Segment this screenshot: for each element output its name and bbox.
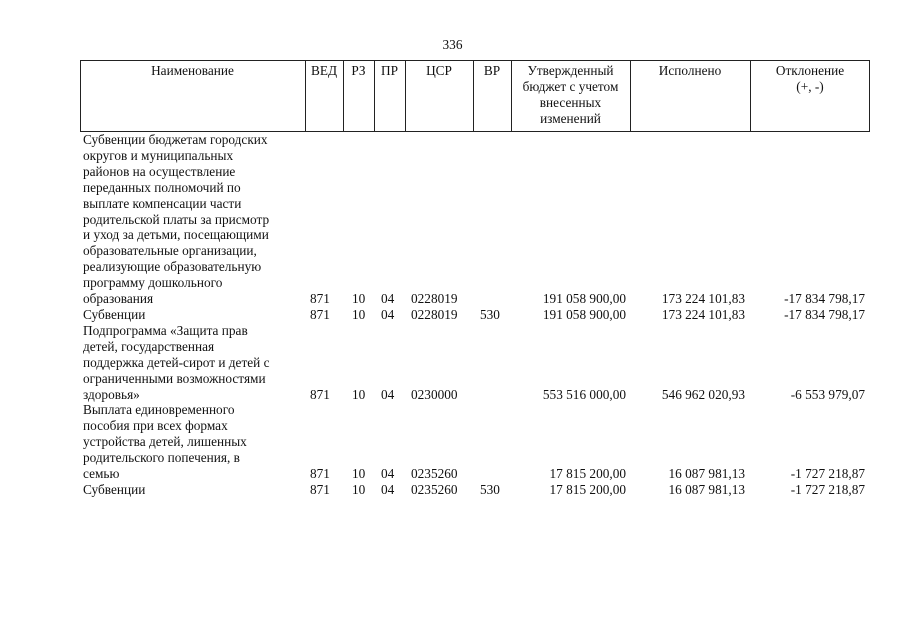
cell-csr: 0228019	[411, 291, 458, 307]
header-executed: Исполнено	[658, 63, 722, 78]
cell-name-line: пособия при всех формах	[83, 418, 228, 434]
cell-pr: 04	[381, 466, 395, 482]
cell-pr: 04	[381, 291, 395, 307]
cell-approved: 553 516 000,00	[542, 386, 626, 402]
header-name: Наименование	[151, 63, 234, 78]
header-approved-line: внесенных	[539, 94, 602, 110]
header-rz: РЗ	[351, 63, 366, 78]
cell-ved: 871	[310, 291, 330, 307]
cell-name	[80, 482, 308, 498]
table-row	[80, 482, 870, 498]
cell-name-line: реализующие образовательную	[83, 259, 262, 275]
cell-name-line: программу дошкольного	[83, 275, 223, 291]
cell-name-line: Выплата единовременного	[83, 402, 235, 418]
table-body	[80, 132, 870, 498]
cell-name-line: Подпрограмма «Защита прав	[83, 322, 248, 338]
table-header	[80, 60, 870, 132]
cell-name-line: родительского попечения, в	[83, 450, 240, 466]
cell-name-line: Субвенции бюджетам городских	[83, 132, 268, 147]
cell-name	[80, 402, 308, 482]
header-csr: ЦСР	[426, 63, 452, 78]
cell-approved: 191 058 900,00	[542, 306, 626, 322]
header-approved	[511, 63, 630, 127]
cell-approved: 17 815 200,00	[549, 481, 626, 497]
cell-name-line: детей, государственная	[83, 338, 215, 354]
cell-name-line: семью	[83, 466, 120, 482]
cell-name-line: районов на осуществление	[83, 163, 236, 179]
header-deviation-line: Отклонение	[775, 63, 845, 78]
cell-name-line: переданных полномочий по	[83, 179, 241, 195]
header-ved: ВЕД	[310, 63, 338, 78]
cell-executed: 546 962 020,93	[661, 386, 745, 402]
cell-deviation: -17 834 798,17	[784, 306, 865, 322]
cell-csr: 0228019	[411, 306, 458, 322]
header-vr: ВР	[483, 63, 501, 78]
page-number: 336	[442, 37, 463, 52]
cell-name	[80, 132, 308, 307]
cell-rz: 10	[352, 306, 366, 322]
cell-vr: 530	[480, 306, 500, 322]
cell-approved: 17 815 200,00	[549, 466, 626, 482]
header-approved-line: бюджет с учетом	[522, 78, 619, 94]
cell-ved: 871	[310, 306, 330, 322]
cell-csr: 0235260	[411, 466, 458, 482]
table-row	[80, 132, 870, 307]
budget-table	[80, 60, 870, 498]
cell-name-line: Субвенции	[83, 306, 146, 322]
cell-executed: 16 087 981,13	[668, 466, 745, 482]
cell-name	[80, 323, 308, 403]
cell-rz: 10	[352, 386, 366, 402]
cell-pr: 04	[381, 306, 395, 322]
header-deviation	[750, 63, 870, 95]
cell-csr: 0235260	[411, 481, 458, 497]
cell-name-line: здоровья»	[83, 386, 140, 402]
cell-name-line: родительской платы за присмотр	[83, 211, 270, 227]
cell-deviation: -17 834 798,17	[784, 291, 865, 307]
table-row	[80, 323, 870, 403]
cell-name-line: ограниченными возможностями	[83, 370, 266, 386]
cell-rz: 10	[352, 291, 366, 307]
cell-ved: 871	[310, 481, 330, 497]
cell-approved: 191 058 900,00	[542, 291, 626, 307]
cell-deviation: -6 553 979,07	[790, 386, 865, 402]
cell-name-line: округов и муниципальных	[83, 147, 234, 163]
cell-executed: 173 224 101,83	[661, 306, 745, 322]
cell-name-line: и уход за детьми, посещающими	[83, 227, 269, 243]
cell-rz: 10	[352, 481, 366, 497]
cell-deviation: -1 727 218,87	[790, 466, 865, 482]
cell-rz: 10	[352, 466, 366, 482]
cell-name-line: поддержка детей-сирот и детей с	[83, 354, 270, 370]
cell-name-line: устройства детей, лишенных	[83, 434, 247, 450]
cell-deviation: -1 727 218,87	[790, 481, 865, 497]
cell-executed: 173 224 101,83	[661, 291, 745, 307]
cell-name-line: Субвенции	[83, 481, 146, 497]
cell-vr: 530	[480, 481, 500, 497]
header-pr: ПР	[381, 63, 398, 78]
cell-name-line: выплате компенсации части	[83, 195, 242, 211]
cell-executed: 16 087 981,13	[668, 481, 745, 497]
header-deviation-line: (+, -)	[796, 78, 824, 94]
cell-csr: 0230000	[411, 386, 458, 402]
cell-ved: 871	[310, 386, 330, 402]
header-approved-line: изменений	[540, 110, 601, 126]
header-approved-line: Утвержденный	[527, 63, 614, 78]
cell-pr: 04	[381, 481, 395, 497]
cell-pr: 04	[381, 386, 395, 402]
table-row	[80, 402, 870, 482]
cell-ved: 871	[310, 466, 330, 482]
cell-name	[80, 307, 308, 323]
cell-name-line: образовательные организации,	[83, 243, 257, 259]
table-row	[80, 307, 870, 323]
cell-name-line: образования	[83, 291, 154, 307]
